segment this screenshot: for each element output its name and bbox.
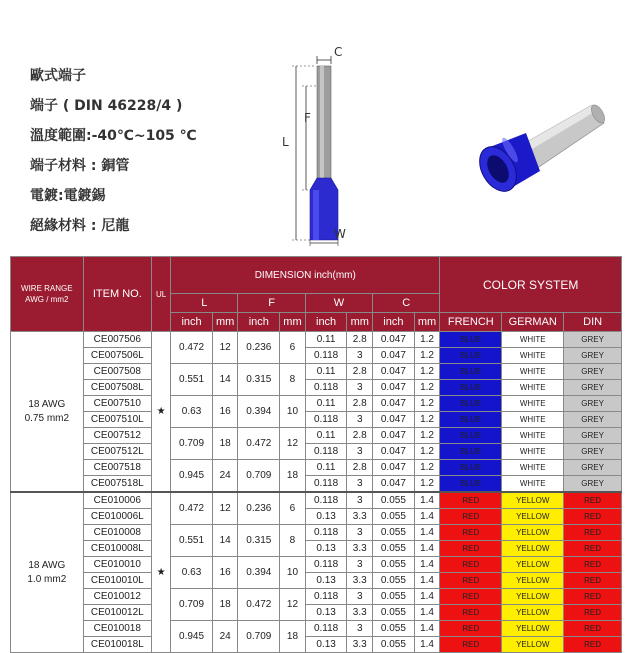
item-no-cell: CE007510 [83,396,151,412]
w-mm-cell: 3.3 [347,573,373,589]
item-no-cell: CE010010L [83,573,151,589]
table-body [11,332,622,653]
french-color-cell: RED [440,605,502,621]
table-row [11,444,622,460]
spec-insulation: 絕緣材料 : 尼龍 [30,218,130,234]
header-unit: mm [347,313,373,332]
french-color-cell: RED [440,589,502,605]
l-mm-cell: 16 [212,557,238,589]
ul-cell: ★ [151,492,170,653]
item-no-cell: CE010006 [83,492,151,509]
table-header [11,257,622,332]
german-color-cell: WHITE [502,444,564,460]
c-mm-cell: 1.4 [414,589,440,605]
f-mm-cell: 18 [280,621,306,653]
l-inch-cell: 0.551 [171,364,213,396]
c-mm-cell: 1.2 [414,428,440,444]
french-color-cell: BLUE [440,460,502,476]
german-color-cell: YELLOW [502,557,564,573]
w-mm-cell: 2.8 [347,396,373,412]
header-unit: mm [414,313,440,332]
spec-title: 歐式端子 [30,68,86,84]
w-inch-cell: 0.118 [305,557,347,573]
l-inch-cell: 0.63 [171,557,213,589]
table-row [11,541,622,557]
w-mm-cell: 3 [347,412,373,428]
german-color-cell: WHITE [502,460,564,476]
c-inch-cell: 0.047 [373,348,415,364]
item-no-cell: CE007512 [83,428,151,444]
header-unit: inch [238,313,280,332]
french-color-cell: RED [440,509,502,525]
spec-table [10,256,622,653]
french-color-cell: BLUE [440,364,502,380]
f-inch-cell: 0.394 [238,557,280,589]
german-color-cell: WHITE [502,428,564,444]
f-mm-cell: 10 [280,557,306,589]
w-inch-cell: 0.118 [305,444,347,460]
header-unit: mm [280,313,306,332]
item-no-cell: CE010006L [83,509,151,525]
c-mm-cell: 1.2 [414,332,440,348]
l-inch-cell: 0.709 [171,589,213,621]
l-mm-cell: 14 [212,525,238,557]
l-inch-cell: 0.472 [171,492,213,525]
header-dim-l: L [171,294,238,313]
item-no-cell: CE010018 [83,621,151,637]
french-color-cell: RED [440,492,502,509]
f-inch-cell: 0.236 [238,492,280,525]
header-ul: UL [151,257,170,332]
dim-label-l: L [282,135,289,149]
f-inch-cell: 0.709 [238,460,280,493]
w-inch-cell: 0.118 [305,525,347,541]
product-image [470,95,610,205]
item-no-cell: CE007506 [83,332,151,348]
c-mm-cell: 1.2 [414,476,440,493]
spec-list [30,66,197,246]
w-inch-cell: 0.118 [305,412,347,428]
c-mm-cell: 1.2 [414,396,440,412]
dimension-drawing [280,40,380,250]
din-color-cell: GREY [564,428,622,444]
c-inch-cell: 0.047 [373,476,415,493]
header-unit: inch [305,313,347,332]
header-unit: mm [212,313,238,332]
w-inch-cell: 0.13 [305,605,347,621]
w-mm-cell: 3 [347,621,373,637]
german-color-cell: YELLOW [502,605,564,621]
item-no-cell: CE007508 [83,364,151,380]
c-inch-cell: 0.047 [373,428,415,444]
table-row [11,364,622,380]
din-color-cell: RED [564,557,622,573]
header-item-no: ITEM NO. [83,257,151,332]
f-mm-cell: 12 [280,589,306,621]
dim-label-c: C [334,45,343,59]
w-mm-cell: 3 [347,476,373,493]
french-color-cell: RED [440,621,502,637]
table-row [11,637,622,653]
f-mm-cell: 12 [280,428,306,460]
w-inch-cell: 0.13 [305,509,347,525]
item-no-cell: CE010012L [83,605,151,621]
c-inch-cell: 0.047 [373,364,415,380]
header-dim-c: C [373,294,440,313]
l-inch-cell: 0.551 [171,525,213,557]
c-inch-cell: 0.055 [373,509,415,525]
c-mm-cell: 1.4 [414,637,440,653]
f-inch-cell: 0.315 [238,525,280,557]
header-color-system: COLOR SYSTEM [440,257,622,313]
c-mm-cell: 1.4 [414,557,440,573]
c-inch-cell: 0.047 [373,412,415,428]
wire-range-cell: 18 AWG 0.75 mm2 [11,332,84,493]
l-mm-cell: 12 [212,492,238,525]
din-color-cell: RED [564,525,622,541]
l-inch-cell: 0.709 [171,428,213,460]
german-color-cell: YELLOW [502,573,564,589]
l-mm-cell: 18 [212,589,238,621]
c-mm-cell: 1.4 [414,509,440,525]
german-color-cell: YELLOW [502,492,564,509]
w-mm-cell: 2.8 [347,460,373,476]
f-mm-cell: 18 [280,460,306,493]
item-no-cell: CE010012 [83,589,151,605]
w-mm-cell: 2.8 [347,428,373,444]
table-row [11,476,622,493]
w-inch-cell: 0.118 [305,492,347,509]
c-mm-cell: 1.2 [414,444,440,460]
item-no-cell: CE010010 [83,557,151,573]
c-inch-cell: 0.047 [373,396,415,412]
german-color-cell: WHITE [502,364,564,380]
french-color-cell: BLUE [440,332,502,348]
w-inch-cell: 0.118 [305,621,347,637]
f-inch-cell: 0.315 [238,364,280,396]
french-color-cell: RED [440,557,502,573]
din-color-cell: RED [564,573,622,589]
c-inch-cell: 0.055 [373,525,415,541]
c-inch-cell: 0.047 [373,444,415,460]
c-mm-cell: 1.4 [414,541,440,557]
w-mm-cell: 2.8 [347,332,373,348]
table-row [11,621,622,637]
german-color-cell: YELLOW [502,589,564,605]
din-color-cell: RED [564,637,622,653]
c-mm-cell: 1.4 [414,492,440,509]
din-color-cell: GREY [564,444,622,460]
item-no-cell: CE007518 [83,460,151,476]
table-row [11,380,622,396]
french-color-cell: BLUE [440,412,502,428]
german-color-cell: YELLOW [502,525,564,541]
item-no-cell: CE010008L [83,541,151,557]
w-mm-cell: 3.3 [347,509,373,525]
l-mm-cell: 12 [212,332,238,364]
header-color-din: DIN [564,313,622,332]
header-color-french: FRENCH [440,313,502,332]
table-row [11,605,622,621]
table-row [11,428,622,444]
c-inch-cell: 0.055 [373,541,415,557]
german-color-cell: YELLOW [502,541,564,557]
w-inch-cell: 0.11 [305,332,347,348]
german-color-cell: YELLOW [502,509,564,525]
din-color-cell: RED [564,605,622,621]
table-row [11,348,622,364]
l-inch-cell: 0.945 [171,460,213,493]
din-color-cell: RED [564,589,622,605]
w-inch-cell: 0.118 [305,348,347,364]
french-color-cell: BLUE [440,396,502,412]
w-mm-cell: 3 [347,444,373,460]
f-inch-cell: 0.709 [238,621,280,653]
german-color-cell: WHITE [502,380,564,396]
header-wire-range: WIRE RANGE AWG / mm2 [11,257,84,332]
c-mm-cell: 1.4 [414,621,440,637]
header-unit: inch [171,313,213,332]
w-inch-cell: 0.11 [305,396,347,412]
w-mm-cell: 3.3 [347,541,373,557]
w-inch-cell: 0.13 [305,573,347,589]
din-color-cell: RED [564,621,622,637]
german-color-cell: WHITE [502,412,564,428]
c-inch-cell: 0.047 [373,460,415,476]
f-inch-cell: 0.472 [238,428,280,460]
w-inch-cell: 0.11 [305,460,347,476]
c-inch-cell: 0.055 [373,492,415,509]
c-inch-cell: 0.055 [373,621,415,637]
din-color-cell: RED [564,509,622,525]
c-mm-cell: 1.2 [414,348,440,364]
french-color-cell: BLUE [440,380,502,396]
l-inch-cell: 0.63 [171,396,213,428]
table-row [11,396,622,412]
c-inch-cell: 0.047 [373,380,415,396]
table-row [11,492,622,509]
din-color-cell: RED [564,541,622,557]
din-color-cell: GREY [564,460,622,476]
spec-material: 端子材料 : 銅管 [30,158,130,174]
spec-plating: 電鍍:電鍍錫 [30,188,106,204]
w-mm-cell: 2.8 [347,364,373,380]
l-mm-cell: 14 [212,364,238,396]
l-inch-cell: 0.472 [171,332,213,364]
c-mm-cell: 1.2 [414,412,440,428]
french-color-cell: RED [440,541,502,557]
french-color-cell: BLUE [440,348,502,364]
f-mm-cell: 6 [280,332,306,364]
c-mm-cell: 1.2 [414,364,440,380]
din-color-cell: GREY [564,380,622,396]
c-mm-cell: 1.4 [414,573,440,589]
header-dimension: DIMENSION inch(mm) [171,257,440,294]
w-inch-cell: 0.118 [305,380,347,396]
f-mm-cell: 10 [280,396,306,428]
french-color-cell: RED [440,573,502,589]
german-color-cell: WHITE [502,476,564,493]
c-inch-cell: 0.055 [373,637,415,653]
din-color-cell: GREY [564,396,622,412]
din-color-cell: RED [564,492,622,509]
w-mm-cell: 3 [347,380,373,396]
w-inch-cell: 0.11 [305,364,347,380]
w-inch-cell: 0.13 [305,637,347,653]
german-color-cell: YELLOW [502,621,564,637]
w-mm-cell: 3 [347,348,373,364]
header-dim-w: W [305,294,372,313]
item-no-cell: CE007506L [83,348,151,364]
ul-cell: ★ [151,332,170,493]
c-mm-cell: 1.2 [414,460,440,476]
din-color-cell: GREY [564,348,622,364]
table-row [11,509,622,525]
din-color-cell: GREY [564,332,622,348]
l-mm-cell: 18 [212,428,238,460]
w-mm-cell: 3 [347,492,373,509]
item-no-cell: CE007518L [83,476,151,493]
spec-temperature: 溫度範圍:-40℃~105 ℃ [30,128,197,144]
w-inch-cell: 0.11 [305,428,347,444]
w-inch-cell: 0.13 [305,541,347,557]
l-mm-cell: 24 [212,460,238,493]
table-row [11,412,622,428]
german-color-cell: YELLOW [502,637,564,653]
l-mm-cell: 24 [212,621,238,653]
din-color-cell: GREY [564,476,622,493]
french-color-cell: RED [440,525,502,541]
w-inch-cell: 0.118 [305,476,347,493]
w-mm-cell: 3 [347,525,373,541]
header-color-german: GERMAN [502,313,564,332]
f-inch-cell: 0.236 [238,332,280,364]
c-inch-cell: 0.055 [373,605,415,621]
header-dim-f: F [238,294,305,313]
f-mm-cell: 8 [280,364,306,396]
french-color-cell: BLUE [440,428,502,444]
w-mm-cell: 3.3 [347,637,373,653]
header-unit: inch [373,313,415,332]
spec-standard: 端子 ( DIN 46228/4 ) [30,98,183,114]
c-mm-cell: 1.4 [414,525,440,541]
french-color-cell: RED [440,637,502,653]
item-no-cell: CE010018L [83,637,151,653]
w-mm-cell: 3.3 [347,605,373,621]
french-color-cell: BLUE [440,476,502,493]
item-no-cell: CE007508L [83,380,151,396]
table-row [11,589,622,605]
f-mm-cell: 6 [280,492,306,525]
f-mm-cell: 8 [280,525,306,557]
table-row [11,525,622,541]
table-row [11,332,622,348]
w-mm-cell: 3 [347,557,373,573]
item-no-cell: CE007512L [83,444,151,460]
w-inch-cell: 0.118 [305,589,347,605]
din-color-cell: GREY [564,412,622,428]
f-inch-cell: 0.472 [238,589,280,621]
l-inch-cell: 0.945 [171,621,213,653]
c-inch-cell: 0.055 [373,589,415,605]
din-color-cell: GREY [564,364,622,380]
item-no-cell: CE007510L [83,412,151,428]
dim-label-f: F [304,111,311,125]
german-color-cell: WHITE [502,348,564,364]
table-row [11,573,622,589]
c-mm-cell: 1.4 [414,605,440,621]
w-mm-cell: 3 [347,589,373,605]
german-color-cell: WHITE [502,396,564,412]
c-inch-cell: 0.055 [373,557,415,573]
german-color-cell: WHITE [502,332,564,348]
l-mm-cell: 16 [212,396,238,428]
french-color-cell: BLUE [440,444,502,460]
c-mm-cell: 1.2 [414,380,440,396]
c-inch-cell: 0.055 [373,573,415,589]
item-no-cell: CE010008 [83,525,151,541]
table-row [11,460,622,476]
f-inch-cell: 0.394 [238,396,280,428]
c-inch-cell: 0.047 [373,332,415,348]
dim-label-w: W [334,227,346,241]
table-row [11,557,622,573]
wire-range-cell: 18 AWG 1.0 mm2 [11,492,84,653]
